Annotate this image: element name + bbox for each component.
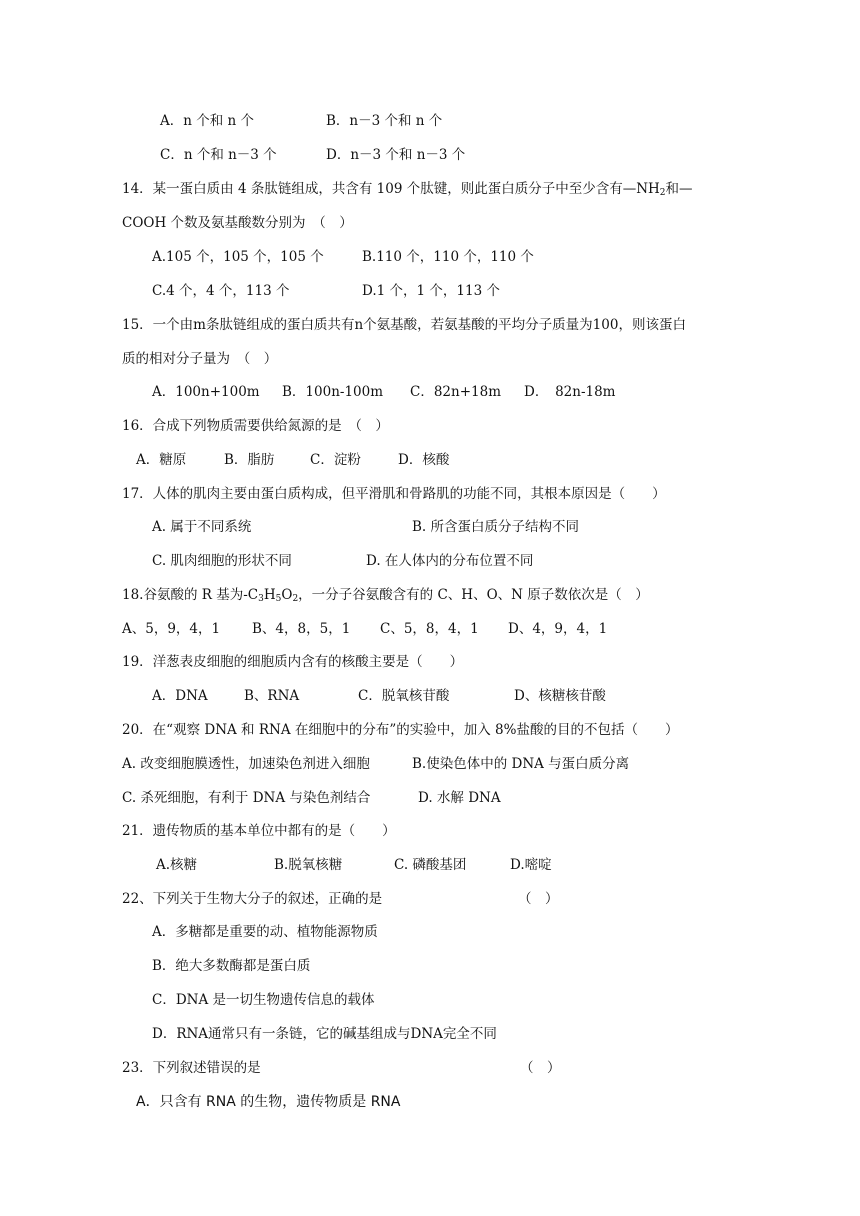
q21-stem: 21．遗传物质的基本单位中都有的是（ ）	[122, 823, 396, 839]
q23-answer-paren: （ ）	[520, 1060, 561, 1076]
q21-option-a: A.核糖	[156, 857, 198, 873]
q16-option-a: A．糖原	[136, 452, 187, 468]
q13-option-b: B．n－3 个和 n 个	[326, 113, 443, 129]
q20-option-a: A. 改变细胞膜透性，加速染色剂进入细胞	[122, 756, 370, 772]
q22-option-b: B．绝大多数酶都是蛋白质	[152, 958, 311, 974]
q18-option-a: A、5，9，4，1	[122, 621, 221, 637]
q20-option-b: B.使染色体中的 DNA 与蛋白质分离	[412, 756, 630, 772]
q18-option-b: B、4，8，5，1	[252, 621, 351, 637]
q14-option-c: C.4 个，4 个，113 个	[152, 283, 290, 299]
q19-option-d: D、核糖核苷酸	[514, 688, 606, 704]
q22-stem: 22、下列关于生物大分子的叙述，正确的是	[122, 891, 383, 907]
q17-option-d: D. 在人体内的分布位置不同	[366, 553, 534, 569]
q17-option-c: C. 肌肉细胞的形状不同	[152, 553, 292, 569]
q15-option-b: B．100n-100m	[282, 384, 384, 400]
q14-option-a: A.105 个，105 个，105 个	[152, 249, 324, 265]
q15-option-a: A．100n+100m	[152, 384, 260, 400]
q14-stem-line2: COOH 个数及氨基酸数分别为 （ ）	[122, 215, 353, 231]
q19-option-a: A．DNA	[152, 688, 208, 704]
q17-option-b: B. 所含蛋白质分子结构不同	[412, 519, 580, 535]
q21-option-c: C. 磷酸基团	[394, 857, 467, 873]
q19-stem: 19．洋葱表皮细胞的细胞质内含有的核酸主要是（ ）	[122, 654, 464, 670]
q15-stem-line1: 15．一个由m条肽链组成的蛋白质共有n个氨基酸，若氨基酸的平均分子质量为100，则该蛋白	[122, 317, 686, 333]
q16-option-c: C．淀粉	[310, 452, 361, 468]
q19-option-b: B、RNA	[244, 688, 300, 704]
q16-option-d: D．核酸	[398, 452, 450, 468]
q20-option-d: D. 水解 DNA	[418, 790, 501, 806]
q17-stem: 17．人体的肌肉主要由蛋白质构成，但平滑肌和骨路肌的功能不同，其根本原因是（ ）	[122, 486, 666, 502]
q18-stem: 18.谷氨酸的 R 基为$-C_3H_5O_2$，一分子谷氨酸含有的 C、H、O、N 原子数依次是（ ）	[122, 587, 649, 604]
q22-answer-paren: （ ）	[518, 891, 559, 907]
q14-option-d: D.1 个，1 个，113 个	[362, 283, 500, 299]
q21-option-b: B.脱氧核糖	[274, 857, 343, 873]
q20-stem: 20．在“观察 DNA 和 RNA 在细胞中的分布”的实验中，加入 8%盐酸的目的不包括（ ）	[122, 722, 679, 738]
q22-option-a: A．多糖都是重要的动、植物能源物质	[152, 924, 378, 940]
q21-option-d: D.嘧啶	[510, 857, 552, 873]
q17-option-a: A. 属于不同系统	[152, 519, 252, 535]
q22-option-c: C．DNA 是一切生物遗传信息的载体	[152, 992, 375, 1008]
q18-option-c: C、5，8，4，1	[380, 621, 479, 637]
q13-option-d: D．n－3 个和 n－3 个	[326, 147, 466, 163]
q23-option-a: A．只含有 RNA 的生物，遗传物质是 RNA	[136, 1094, 401, 1110]
q20-option-c: C. 杀死细胞，有利于 DNA 与染色剂结合	[122, 790, 371, 806]
q23-stem: 23．下列叙述错误的是	[122, 1060, 261, 1076]
q18-option-d: D、4，9，4，1	[508, 621, 608, 637]
q13-option-c: C．n 个和 n－3 个	[160, 147, 277, 163]
q14-option-b: B.110 个，110 个，110 个	[362, 249, 534, 265]
q14-stem-line1: 14．某一蛋白质由 4 条肽链组成，共含有 109 个肽键，则此蛋白质分子中至少含有$—NH_2$和—	[122, 181, 693, 198]
q15-option-d: D． 82n-18m	[524, 384, 616, 400]
q19-option-c: C．脱氧核苷酸	[358, 688, 450, 704]
q13-option-a: A．n 个和 n 个	[160, 113, 255, 129]
q15-option-c: C．82n+18m	[410, 384, 501, 400]
q15-stem-line2: 质的相对分子量为 （ ）	[122, 351, 278, 367]
q16-stem: 16．合成下列物质需要供给氮源的是 （ ）	[122, 418, 389, 434]
q16-option-b: B．脂肪	[224, 452, 275, 468]
q22-option-d: D．RNA通常只有一条链，它的碱基组成与DNA完全不同	[152, 1026, 497, 1042]
